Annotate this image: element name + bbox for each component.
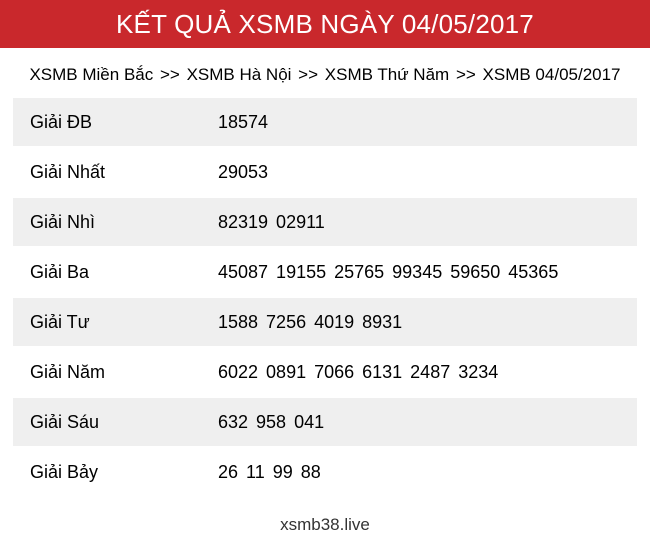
prize-numbers: 29053 [218,161,269,182]
prize-row-db [13,98,637,148]
breadcrumb-separator: >> [455,65,476,84]
prize-row-sau [13,398,637,448]
prize-row-bay [13,448,637,498]
prize-numbers: 632 958 041 [218,411,325,432]
prize-numbers: 6022 0891 7066 6131 2487 3234 [218,361,499,382]
breadcrumb-separator: >> [159,65,180,84]
prize-row-nam [13,348,637,398]
prize-row-nhat [13,148,637,198]
prize-numbers: 45087 19155 25765 99345 59650 45365 [218,261,559,282]
prize-row-ba [13,248,637,298]
prize-row-tu [13,298,637,348]
prize-numbers: 26 11 99 88 [218,461,321,482]
prize-numbers: 82319 02911 [218,211,325,232]
prize-label: Giải Ba [30,261,90,282]
breadcrumb-separator: >> [298,65,319,84]
breadcrumb-item-ha-noi[interactable]: XSMB Hà Nội [186,65,292,84]
page-title: KẾT QUẢ XSMB NGÀY 04/05/2017 [116,8,534,39]
prize-numbers: 1588 7256 4019 8931 [218,311,403,332]
prize-row-nhi [13,198,637,248]
footer-site-text: xsmb38.live [280,515,370,534]
prize-label: Giải Năm [30,361,106,382]
prize-label: Giải Tư [30,311,90,332]
breadcrumb-item-thu-nam[interactable]: XSMB Thứ Năm [324,65,450,84]
prize-label: Giải Bảy [30,461,99,482]
header-bar [0,0,650,48]
prize-label: Giải ĐB [30,111,93,132]
prize-label: Giải Sáu [30,411,100,432]
prize-label: Giải Nhì [30,211,96,232]
prize-label: Giải Nhất [30,161,106,182]
footer [0,515,650,535]
breadcrumb [0,65,650,83]
results-table [13,98,637,498]
breadcrumb-item-mien-bac[interactable]: XSMB Miền Bắc [29,65,154,84]
prize-numbers: 18574 [218,111,269,132]
breadcrumb-item-date[interactable]: XSMB 04/05/2017 [482,65,621,84]
